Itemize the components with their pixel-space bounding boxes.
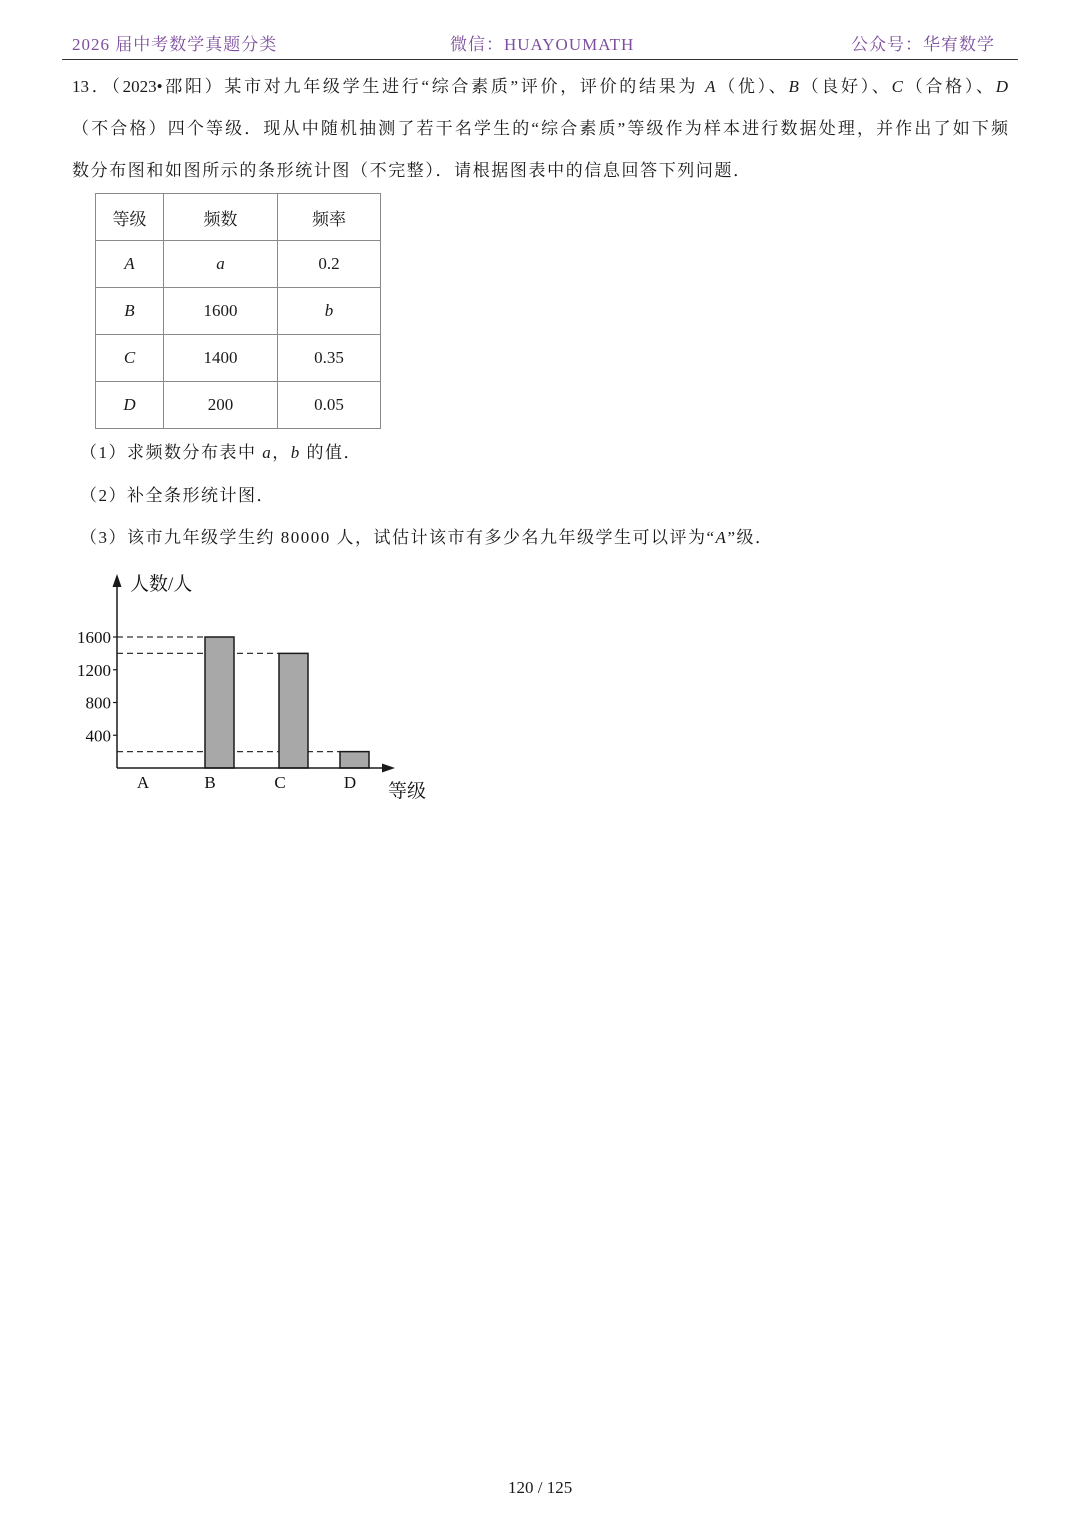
x-tick-label-D: D: [343, 773, 357, 792]
header-wechat: 微信：HUAYOUMATH: [450, 35, 635, 54]
sub-question-text: （3）该市九年级学生约 80000 人，试估计该市有多少名九年级学生可以评为“: [80, 528, 716, 547]
bar-C: [279, 653, 308, 768]
table-cell-rate: 0.2: [278, 241, 381, 288]
sub-question-text: ，: [272, 443, 291, 462]
question-text: （合格）、: [903, 77, 996, 96]
question-text: 13．（2023•邵阳）某市对九年级学生进行“综合素质”评价，评价的结果为: [72, 77, 706, 96]
table-cell-grade: B: [96, 288, 164, 335]
grade-letter: D: [995, 77, 1008, 96]
table-cell-grade: A: [96, 241, 164, 288]
grade-letter: C: [891, 77, 903, 96]
question-text: （优）、: [715, 77, 789, 96]
table-cell-rate: 0.35: [278, 335, 381, 382]
table-row: [96, 241, 381, 288]
sub-question-2: （2）补全条形统计图．: [80, 486, 275, 505]
table-header-rate: 频率: [278, 194, 381, 241]
x-axis-arrow: [382, 764, 395, 773]
x-axis-title: 等级: [388, 781, 427, 802]
y-tick-label: 400: [85, 726, 111, 746]
variable-b: b: [290, 443, 301, 462]
grade-letter: A: [705, 77, 716, 96]
bar-B: [205, 637, 234, 768]
table-cell-rate: b: [278, 288, 381, 335]
y-axis-arrow: [113, 574, 122, 587]
header-official-account: 公众号：华宥数学: [851, 35, 995, 54]
header-divider: [62, 59, 1018, 60]
table-cell-rate: 0.05: [278, 382, 381, 429]
frequency-table: [95, 193, 381, 429]
table-cell-frequency: 1400: [164, 335, 278, 382]
sub-question-text: ”级．: [727, 528, 774, 547]
x-tick-label-B: B: [204, 773, 216, 792]
y-axis-title: 人数/人: [130, 574, 193, 595]
table-cell-frequency: 200: [164, 382, 278, 429]
table-cell-frequency: 1600: [164, 288, 278, 335]
y-tick-label: 1200: [77, 660, 111, 680]
table-header-grade: 等级: [96, 194, 164, 241]
question-text: （良好）、: [798, 77, 892, 96]
question-stem-line-3: 数分布图和如图所示的条形统计图（不完整）．请根据图表中的信息回答下列问题．: [72, 161, 752, 180]
y-tick-label: 800: [85, 693, 111, 713]
page-number: 120 / 125: [508, 1478, 573, 1497]
y-tick-label: 1600: [77, 628, 111, 647]
header-series-title: 2026 届中考数学真题分类: [72, 35, 278, 54]
bar-D: [340, 752, 369, 768]
table-cell-grade: C: [96, 335, 164, 382]
table-header-row: [96, 194, 381, 241]
table-row: [96, 335, 381, 382]
sub-question-text: （1）求频数分布表中: [80, 443, 263, 462]
table-cell-frequency: a: [164, 241, 278, 288]
grade-letter: A: [715, 528, 728, 547]
table-row: [96, 288, 381, 335]
table-header-frequency: 频数: [164, 194, 278, 241]
question-stem-line-2: （不合格）四个等级．现从中随机抽测了若干名学生的“综合素质”等级作为样本进行数据处理，并作出了如下频: [72, 119, 1008, 138]
x-tick-label-C: C: [274, 773, 286, 792]
table-cell-grade: D: [96, 382, 164, 429]
variable-a: a: [262, 443, 273, 462]
sub-question-text: 的值．: [300, 443, 362, 462]
table-row: [96, 382, 381, 429]
x-tick-label-A: A: [136, 773, 150, 792]
bar-chart: [60, 565, 440, 810]
sub-question-3: [80, 527, 773, 549]
question-stem-line-1: [72, 76, 1008, 98]
grade-letter: B: [788, 77, 799, 96]
sub-question-1: [80, 442, 362, 464]
